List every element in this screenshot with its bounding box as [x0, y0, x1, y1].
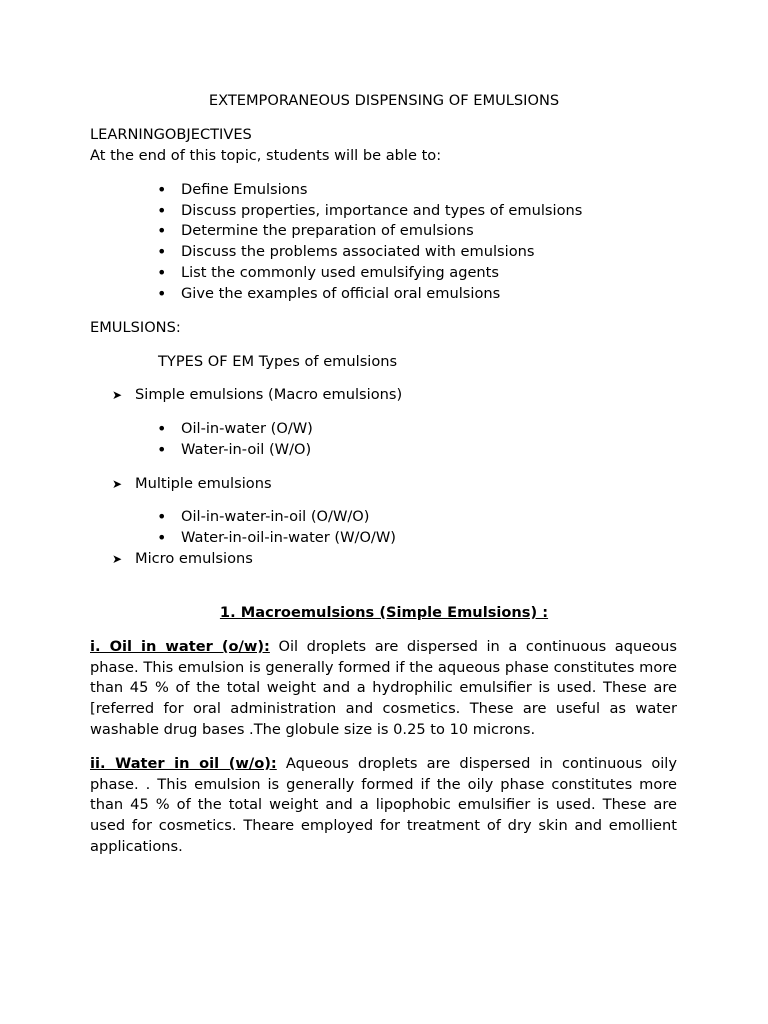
learning-objectives-heading: LEARNINGOBJECTIVES: [90, 126, 252, 143]
arrow-bullet-icon: ➤: [112, 388, 123, 402]
paragraph-text: Oil droplets are dispersed in a continuous aqueous phase. This emulsion is generally formed if the aqueous phase constitutes more than 45 % of the total weight and a hydrophilic emulsifier is used. These are [referred for oral administration and cosmetics. These are useful as water washable drug bases .The globule size is 0.25 to 10 microns.: [90, 638, 677, 738]
type-label: Multiple emulsions: [135, 475, 272, 492]
type-label: Simple emulsions (Macro emulsions): [135, 386, 403, 403]
list-item: • Discuss the problems associated with emulsions: [157, 242, 582, 263]
simple-emulsions-list: [157, 419, 313, 460]
list-item: • Determine the preparation of emulsions: [157, 221, 582, 242]
section-heading: 1. Macroemulsions (Simple Emulsions) :: [219, 604, 549, 621]
type-item-micro: [112, 549, 253, 570]
learning-objectives-intro: At the end of this topic, students will be able to:: [90, 147, 442, 164]
list-item: • Water-in-oil-in-water (W/O/W): [157, 528, 396, 549]
paragraph-lead: i. Oil in water (o/w):: [90, 638, 270, 655]
paragraph-oil-in-water: [90, 637, 677, 741]
list-item: • Define Emulsions: [157, 180, 582, 201]
emulsions-heading: EMULSIONS:: [90, 319, 181, 336]
list-item: • Oil-in-water-in-oil (O/W/O): [157, 507, 396, 528]
document-title: EXTEMPORANEOUS DISPENSING OF EMULSIONS: [208, 92, 560, 109]
arrow-bullet-icon: ➤: [112, 552, 123, 566]
paragraph-text: Aqueous droplets are dispersed in continuous oily phase. . This emulsion is generally formed if the oily phase constitutes more than 45 % of the total weight and a lipophobic emulsifier is used. These are used for cosmetics. Theare employed for treatment of dry skin and emollient applications.: [90, 755, 677, 855]
list-item: • Give the examples of official oral emulsions: [157, 284, 582, 305]
objectives-list: [157, 180, 582, 304]
types-line: TYPES OF EM Types of emulsions: [158, 353, 398, 370]
multiple-emulsions-list: [157, 507, 396, 548]
type-label: Micro emulsions: [135, 550, 253, 567]
type-item-multiple: [112, 474, 272, 495]
paragraph-lead: ii. Water in oil (w/o):: [90, 755, 277, 772]
list-item: • List the commonly used emulsifying agents: [157, 263, 582, 284]
arrow-bullet-icon: ➤: [112, 477, 123, 491]
list-item: • Oil-in-water (O/W): [157, 419, 313, 440]
list-item: • Water-in-oil (W/O): [157, 440, 313, 461]
paragraph-water-in-oil: [90, 754, 677, 858]
list-item: • Discuss properties, importance and types of emulsions: [157, 201, 582, 222]
type-item-simple: [112, 385, 402, 406]
